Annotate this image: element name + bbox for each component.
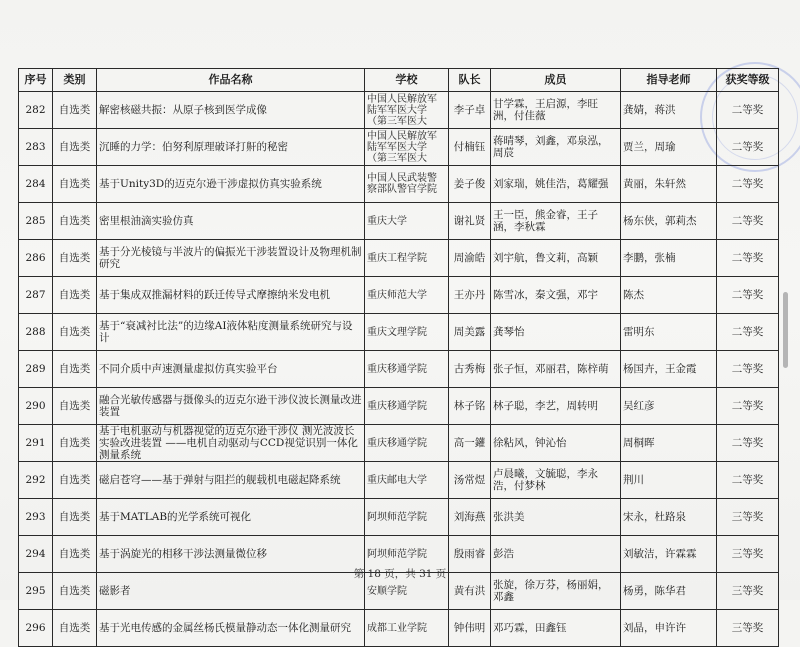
cell-advisors: 刘敏洁，许霖霖 [621, 536, 717, 573]
header-members: 成员 [491, 69, 621, 92]
cell-title: 磁启苍穹——基于弹射与阻拦的舰载机电磁起降系统 [97, 462, 365, 499]
cell-advisors: 荆川 [621, 462, 717, 499]
cell-advisors: 刘晶，申许许 [621, 610, 717, 647]
cell-category: 自选类 [53, 499, 97, 536]
cell-school: 重庆文理学院 [365, 314, 449, 351]
cell-leader: 钟伟明 [449, 610, 491, 647]
cell-members: 甘学霖，王启源，李旺洲，付佳薇 [491, 92, 621, 129]
cell-category: 自选类 [53, 314, 97, 351]
cell-award: 二等奖 [717, 92, 779, 129]
table-row [19, 388, 779, 425]
cell-title: 融合光敏传感器与摄像头的迈克尔逊干涉仪波长测量改进装置 [97, 388, 365, 425]
cell-advisors: 吴红彦 [621, 388, 717, 425]
cell-no: 286 [19, 240, 53, 277]
cell-award: 二等奖 [717, 351, 779, 388]
cell-school: 中国人民解放军陆军军医大学（第三军医大 [365, 92, 449, 129]
cell-no: 283 [19, 129, 53, 166]
table-row [19, 610, 779, 647]
cell-no: 282 [19, 92, 53, 129]
cell-title: 基于光电传感的金属丝杨氏模量静动态一体化测量研究 [97, 610, 365, 647]
cell-leader: 王亦丹 [449, 277, 491, 314]
cell-leader: 林子铭 [449, 388, 491, 425]
table-row [19, 277, 779, 314]
cell-title: 基于电机驱动与机器视觉的迈克尔逊干涉仪 测光波波长实验改进装置 ——电机自动驱动与CCD视觉识别一体化测量系统 [97, 425, 365, 462]
header-school: 学校 [365, 69, 449, 92]
cell-title: 基于分光棱镜与半波片的偏振光干涉装置设计及物理机制研究 [97, 240, 365, 277]
cell-leader: 姜子俊 [449, 166, 491, 203]
table-row [19, 314, 779, 351]
cell-category: 自选类 [53, 240, 97, 277]
cell-category: 自选类 [53, 166, 97, 203]
cell-advisors: 宋永，杜路泉 [621, 499, 717, 536]
cell-members: 陈雪冰，秦文强，邓宇 [491, 277, 621, 314]
cell-title: 磁影者 [97, 573, 365, 610]
cell-advisors: 周桐晖 [621, 425, 717, 462]
cell-title: 基于MATLAB的光学系统可视化 [97, 499, 365, 536]
scrollbar-thumb[interactable] [783, 292, 788, 368]
cell-no: 293 [19, 499, 53, 536]
table-row [19, 129, 779, 166]
cell-school: 重庆工程学院 [365, 240, 449, 277]
cell-no: 294 [19, 536, 53, 573]
table-row [19, 462, 779, 499]
cell-title: 密里根油滴实验仿真 [97, 203, 365, 240]
cell-title: 基于涡旋光的相移干涉法测量微位移 [97, 536, 365, 573]
cell-award: 二等奖 [717, 166, 779, 203]
cell-award: 二等奖 [717, 314, 779, 351]
cell-category: 自选类 [53, 536, 97, 573]
cell-school: 重庆邮电大学 [365, 462, 449, 499]
cell-title: 解密核磁共振：从原子核到医学成像 [97, 92, 365, 129]
cell-category: 自选类 [53, 92, 97, 129]
cell-no: 296 [19, 610, 53, 647]
cell-leader: 汤常煜 [449, 462, 491, 499]
cell-leader: 古秀梅 [449, 351, 491, 388]
cell-no: 288 [19, 314, 53, 351]
cell-school: 重庆移通学院 [365, 351, 449, 388]
cell-school: 重庆移通学院 [365, 425, 449, 462]
cell-advisors: 龚婧，蒋洪 [621, 92, 717, 129]
cell-advisors: 贾兰，周瑜 [621, 129, 717, 166]
cell-members: 卢晨曦，文毓聪，李永浩，付梦林 [491, 462, 621, 499]
header-leader: 队长 [449, 69, 491, 92]
header-category: 类别 [53, 69, 97, 92]
cell-school: 安顺学院 [365, 573, 449, 610]
cell-award: 二等奖 [717, 462, 779, 499]
cell-category: 自选类 [53, 462, 97, 499]
table-row [19, 240, 779, 277]
cell-title: 基于集成双推漏材料的跃迁传导式摩擦纳米发电机 [97, 277, 365, 314]
cell-school: 重庆师范大学 [365, 277, 449, 314]
cell-school: 中国人民解放军陆军军医大学（第三军医大 [365, 129, 449, 166]
cell-leader: 周渝皓 [449, 240, 491, 277]
table-header-row [19, 69, 779, 92]
cell-category: 自选类 [53, 610, 97, 647]
cell-advisors: 杨勇，陈华君 [621, 573, 717, 610]
cell-members: 刘宇航，鲁文莉，高颖 [491, 240, 621, 277]
cell-advisors: 杨国卉，王金霞 [621, 351, 717, 388]
cell-school: 阿坝师范学院 [365, 499, 449, 536]
table-row [19, 499, 779, 536]
cell-award: 三等奖 [717, 536, 779, 573]
cell-award: 二等奖 [717, 388, 779, 425]
cell-members: 张子恒，邓丽君，陈梓萌 [491, 351, 621, 388]
table-body [19, 92, 779, 647]
cell-members: 张旋，徐万芬，杨丽娟，邓鑫 [491, 573, 621, 610]
cell-award: 三等奖 [717, 610, 779, 647]
cell-category: 自选类 [53, 425, 97, 462]
cell-members: 徐粘风，钟沁怡 [491, 425, 621, 462]
cell-members: 邓巧霖，田鑫钰 [491, 610, 621, 647]
cell-members: 林子聪，李艺，周转明 [491, 388, 621, 425]
table-row [19, 92, 779, 129]
cell-no: 284 [19, 166, 53, 203]
cell-members: 蒋晴琴，刘鑫，邓泉泓，周莀 [491, 129, 621, 166]
cell-category: 自选类 [53, 388, 97, 425]
cell-award: 二等奖 [717, 129, 779, 166]
header-award: 获奖等级 [717, 69, 779, 92]
cell-title: 基于Unity3D的迈克尔逊干涉虚拟仿真实验系统 [97, 166, 365, 203]
cell-members: 刘家瑞，姚佳浩，葛耀强 [491, 166, 621, 203]
cell-category: 自选类 [53, 573, 97, 610]
cell-advisors: 黄丽，朱轩然 [621, 166, 717, 203]
cell-award: 二等奖 [717, 203, 779, 240]
header-advisors: 指导老师 [621, 69, 717, 92]
cell-title: 不同介质中声速测量虚拟仿真实验平台 [97, 351, 365, 388]
cell-members: 彭浩 [491, 536, 621, 573]
cell-category: 自选类 [53, 129, 97, 166]
cell-award: 二等奖 [717, 277, 779, 314]
cell-advisors: 李鹏，张楠 [621, 240, 717, 277]
cell-leader: 高一鑵 [449, 425, 491, 462]
cell-school: 中国人民武装警察部队警官学院 [365, 166, 449, 203]
cell-no: 290 [19, 388, 53, 425]
cell-no: 289 [19, 351, 53, 388]
cell-advisors: 雷明东 [621, 314, 717, 351]
cell-title: 基于“衰减衬比法”的边缘AI液体粘度测量系统研究与设计 [97, 314, 365, 351]
cell-leader: 谢礼贤 [449, 203, 491, 240]
cell-no: 291 [19, 425, 53, 462]
cell-title: 沉睡的力学：伯努利原理破译打鼾的秘密 [97, 129, 365, 166]
cell-school: 阿坝师范学院 [365, 536, 449, 573]
awards-table [18, 68, 779, 647]
cell-advisors: 陈杰 [621, 277, 717, 314]
table-row [19, 166, 779, 203]
cell-leader: 李子卓 [449, 92, 491, 129]
table-row [19, 425, 779, 462]
cell-members: 王一臣，熊金睿，王子涵，李秋霖 [491, 203, 621, 240]
cell-category: 自选类 [53, 277, 97, 314]
header-no: 序号 [19, 69, 53, 92]
cell-school: 成都工业学院 [365, 610, 449, 647]
cell-members: 龚琴怡 [491, 314, 621, 351]
cell-category: 自选类 [53, 203, 97, 240]
cell-no: 285 [19, 203, 53, 240]
cell-award: 三等奖 [717, 499, 779, 536]
cell-members: 张洪美 [491, 499, 621, 536]
cell-leader: 殷雨睿 [449, 536, 491, 573]
cell-category: 自选类 [53, 351, 97, 388]
page-number-footer: 第 18 页，共 31 页 [353, 568, 447, 580]
cell-school: 重庆移通学院 [365, 388, 449, 425]
cell-award: 二等奖 [717, 425, 779, 462]
cell-leader: 刘海燕 [449, 499, 491, 536]
table-row [19, 351, 779, 388]
cell-leader: 黄有洪 [449, 573, 491, 610]
cell-award: 二等奖 [717, 240, 779, 277]
cell-leader: 周美露 [449, 314, 491, 351]
cell-leader: 付楠钰 [449, 129, 491, 166]
cell-no: 295 [19, 573, 53, 610]
table-row [19, 203, 779, 240]
header-title: 作品名称 [97, 69, 365, 92]
cell-no: 287 [19, 277, 53, 314]
cell-advisors: 杨东侠，郭莉杰 [621, 203, 717, 240]
cell-award: 三等奖 [717, 573, 779, 610]
cell-school: 重庆大学 [365, 203, 449, 240]
cell-no: 292 [19, 462, 53, 499]
